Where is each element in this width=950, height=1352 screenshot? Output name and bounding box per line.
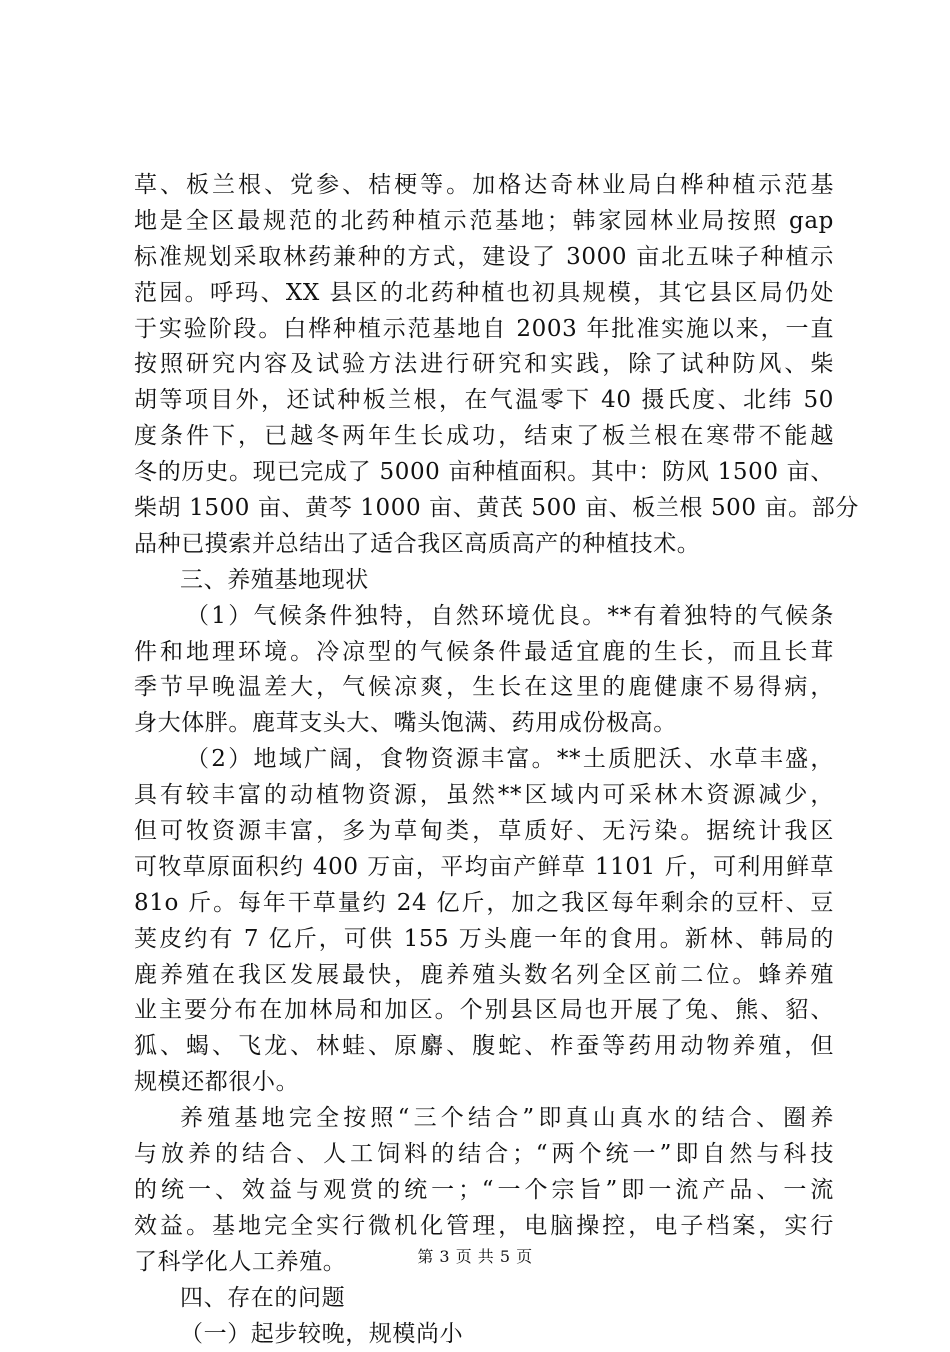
- text-line: 按照研究内容及试验方法进行研究和实践，除了试种防风、柴: [134, 347, 834, 383]
- text-line: 胡等项目外，还试种板兰根，在气温零下 40 摄氏度、北纬 50: [134, 383, 834, 419]
- text-line: 具有较丰富的动植物资源，虽然**区域内可采林木资源减少，: [134, 778, 834, 814]
- text-line: 标准规划采取林药兼种的方式，建设了 3000 亩北五味子种植示: [134, 240, 834, 276]
- text-line: 81o 斤。每年干草量约 24 亿斤，加之我区每年剩余的豆杆、豆: [134, 886, 834, 922]
- text-line: 范园。呼玛、XX 县区的北药种植也初具规模，其它县区局仍处: [134, 276, 834, 312]
- text-line: （1）气候条件独特，自然环境优良。**有着独特的气候条: [134, 599, 834, 635]
- text-line: 养殖基地完全按照“三个结合”即真山真水的结合、圈养: [134, 1101, 834, 1137]
- text-line: 与放养的结合、人工饲料的结合；“两个统一”即自然与科技: [134, 1137, 834, 1173]
- text-line: 了科学化人工养殖。: [134, 1245, 834, 1281]
- text-line: 业主要分布在加林局和加区。个别县区局也开展了兔、熊、貂、: [134, 993, 834, 1029]
- text-line: 可牧草原面积约 400 万亩，平均亩产鲜草 1101 斤，可利用鲜草: [134, 850, 834, 886]
- body-text: [134, 168, 834, 1352]
- text-line: 柴胡 1500 亩、黄芩 1000 亩、黄芪 500 亩、板兰根 500 亩。部分: [134, 491, 834, 527]
- section-heading: 三、养殖基地现状: [134, 563, 834, 599]
- text-line: 于实验阶段。白桦种植示范基地自 2003 年批准实施以来，一直: [134, 312, 834, 348]
- subsection-heading: （一）起步较晚，规模尚小: [134, 1317, 834, 1352]
- text-line: 件和地理环境。冷凉型的气候条件最适宜鹿的生长，而且长茸: [134, 635, 834, 671]
- page-footer: 第 3 页 共 5 页: [0, 1244, 950, 1267]
- text-line: 身大体胖。鹿茸支头大、嘴头饱满、药用成份极高。: [134, 706, 834, 742]
- text-line: 草、板兰根、党参、桔梗等。加格达奇林业局白桦种植示范基: [134, 168, 834, 204]
- text-line: 狐、蝎、飞龙、林蛙、原麝、腹蛇、柞蚕等药用动物养殖，但: [134, 1029, 834, 1065]
- text-line: 效益。基地完全实行微机化管理，电脑操控，电子档案，实行: [134, 1209, 834, 1245]
- text-line: 地是全区最规范的北药种植示范基地；韩家园林业局按照 gap: [134, 204, 834, 240]
- text-line: 季节早晚温差大，气候凉爽，生长在这里的鹿健康不易得病，: [134, 670, 834, 706]
- text-line: 度条件下，已越冬两年生长成功，结束了板兰根在寒带不能越: [134, 419, 834, 455]
- text-line: 荚皮约有 7 亿斤，可供 155 万头鹿一年的食用。新林、韩局的: [134, 922, 834, 958]
- text-line: 品种已摸索并总结出了适合我区高质高产的种植技术。: [134, 527, 834, 563]
- text-line: 冬的历史。现已完成了 5000 亩种植面积。其中：防风 1500 亩、: [134, 455, 834, 491]
- text-line: （2）地域广阔，食物资源丰富。**土质肥沃、水草丰盛，: [134, 742, 834, 778]
- text-line: 规模还都很小。: [134, 1065, 834, 1101]
- text-line: 但可牧资源丰富，多为草甸类，草质好、无污染。据统计我区: [134, 814, 834, 850]
- text-line: 鹿养殖在我区发展最快，鹿养殖头数名列全区前二位。蜂养殖: [134, 958, 834, 994]
- section-heading: 四、存在的问题: [134, 1281, 834, 1317]
- text-line: 的统一、效益与观赏的统一；“一个宗旨”即一流产品、一流: [134, 1173, 834, 1209]
